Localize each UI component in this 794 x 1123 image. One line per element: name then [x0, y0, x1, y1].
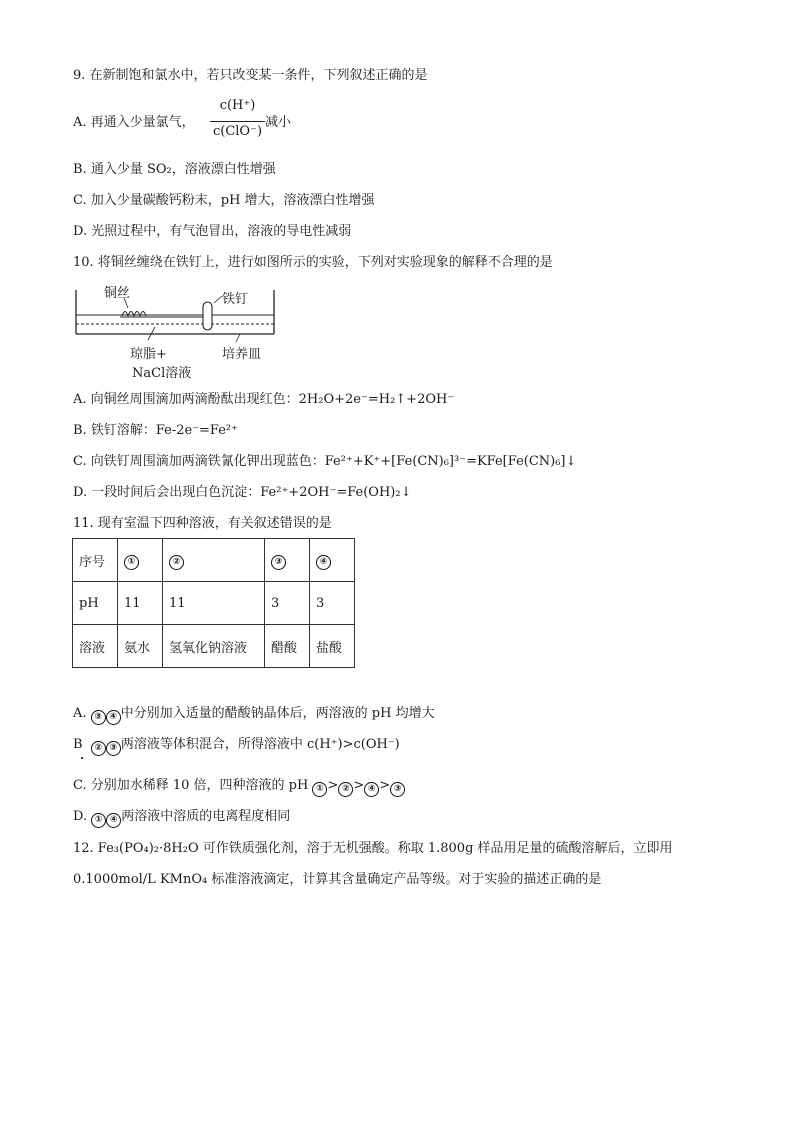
agar-label: 琼脂+	[130, 347, 167, 362]
copper-wire-label: 铜丝	[104, 286, 131, 301]
q10-stem: 10. 将铜丝缠绕在铁钉上，进行如图所示的实验，下列对实验现象的解释不合理的是	[73, 255, 553, 270]
q9-option-a-fraction	[210, 98, 270, 148]
q10-option-b: B. 铁钉溶解：Fe-2e⁻=Fe²⁺	[73, 423, 239, 438]
q10-experiment-figure	[70, 278, 280, 388]
fraction-numerator: c(H⁺)	[219, 98, 256, 113]
q9-option-a-prefix: A. 再通入少量氯气，	[73, 115, 195, 130]
fraction-bar	[210, 121, 265, 122]
petri-dish-label: 培养皿	[222, 347, 262, 362]
table-row	[73, 582, 355, 625]
table-row	[73, 539, 355, 582]
q11-option-b: B ② ③ 两溶液等体积混合，所得溶液中 c(H⁺)>c(OH⁻)	[73, 736, 400, 756]
table-cell-id: ①	[118, 539, 163, 582]
iron-nail-label: 铁钉	[222, 292, 249, 307]
nacl-solution-label: NaCl溶液	[132, 366, 192, 381]
q11-option-c: C. 分别加水稀释 10 倍，四种溶液的 pH ① > ② > ④ > ③	[73, 777, 405, 797]
table-cell: 盐酸	[310, 625, 355, 668]
row-header: pH	[73, 582, 118, 625]
row-header: 溶液	[73, 625, 118, 668]
table-cell: 氨水	[118, 625, 163, 668]
petri-dish-diagram	[70, 286, 280, 346]
stray-dot	[81, 757, 83, 759]
table-cell: 醋酸	[265, 625, 310, 668]
table-cell: 3	[310, 582, 355, 625]
q11-stem: 11. 现有室温下四种溶液，有关叙述错误的是	[73, 516, 332, 531]
q10-option-a: A. 向铜丝周围滴加两滴酚酞出现红色：2H₂O+2e⁻=H₂↑+2OH⁻	[73, 392, 455, 407]
q9-option-b: B. 通入少量 SO₂，溶液漂白性增强	[73, 162, 276, 177]
q12-stem-line-2: 0.1000mol/L KMnO₄ 标准溶液滴定，计算其含量确定产品等级。对于实验的描述正确的是	[73, 872, 602, 887]
q9-option-d: D. 光照过程中，有气泡冒出，溶液的导电性减弱	[73, 224, 352, 239]
q10-option-c: C. 向铁钉周围滴加两滴铁氰化钾出现蓝色：Fe²⁺+K⁺+[Fe(CN)₆]³⁻=KFe[Fe(CN)₆]↓	[73, 454, 577, 469]
row-header: 序号	[73, 539, 118, 582]
q11-solutions-table	[72, 538, 355, 668]
q9-stem: 9. 在新制饱和氯水中，若只改变某一条件，下列叙述正确的是	[73, 68, 428, 83]
q12-stem-line-1: 12. Fe₃(PO₄)₂·8H₂O 可作铁质强化剂，溶于无机强酸。称取 1.800g 样品用足量的硫酸溶解后，立即用	[73, 841, 673, 856]
table-cell-id: ④	[310, 539, 355, 582]
table-cell: 11	[118, 582, 163, 625]
table-row	[73, 625, 355, 668]
q10-option-d: D. 一段时间后会出现白色沉淀：Fe²⁺+2OH⁻=Fe(OH)₂↓	[73, 485, 412, 500]
fraction-denominator: c(ClO⁻)	[212, 124, 263, 139]
q9-option-c: C. 加入少量碳酸钙粉末，pH 增大，溶液漂白性增强	[73, 193, 375, 208]
q11-option-d: D. ① ④ 两溶液中溶质的电离程度相同	[73, 808, 290, 828]
q9-option-a-suffix: 减小	[265, 115, 292, 130]
table-cell: 3	[265, 582, 310, 625]
q11-option-a: A. ③ ④ 中分别加入适量的醋酸钠晶体后，两溶液的 pH 均增大	[73, 705, 435, 725]
table-cell-id: ③	[265, 539, 310, 582]
table-cell: 11	[163, 582, 265, 625]
table-cell: 氢氧化钠溶液	[163, 625, 265, 668]
table-cell-id: ②	[163, 539, 265, 582]
